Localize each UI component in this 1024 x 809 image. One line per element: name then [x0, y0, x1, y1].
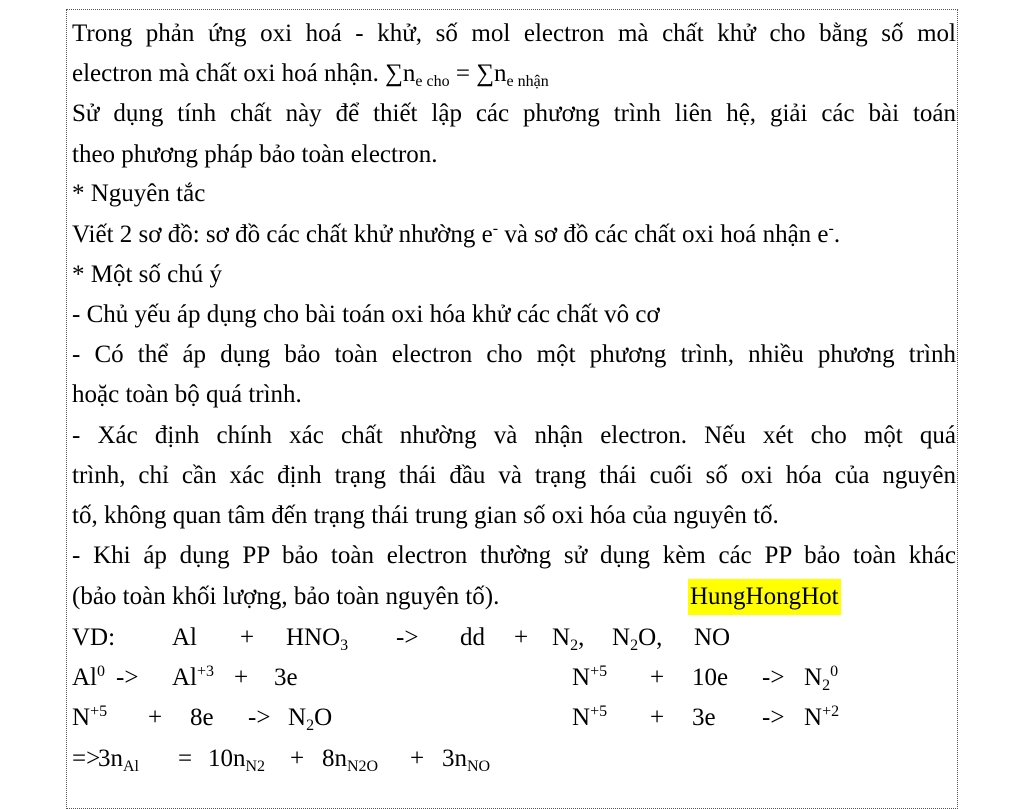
text-line-8: - Chủ yếu áp dụng cho bài toán oxi hóa khử các chất vô cơ: [72, 301, 660, 328]
formula-text: N: [612, 624, 631, 651]
equation-row-1: [72, 660, 956, 696]
subscript: N2O: [347, 758, 379, 775]
subscript: 2: [306, 717, 315, 734]
formula-text: N: [804, 664, 823, 691]
arrow: ->: [762, 664, 785, 691]
sum-symbol: ∑n: [476, 60, 507, 87]
formula-text: N: [804, 704, 823, 731]
term-n2o: [322, 741, 378, 777]
arrow: ->: [396, 624, 419, 651]
formula-no: NO: [694, 624, 731, 651]
equation-example: [72, 620, 956, 656]
plus-sign: +: [650, 664, 665, 691]
superscript: 0: [97, 663, 105, 680]
example-label: VD:: [72, 624, 116, 651]
superscript: +5: [590, 663, 608, 680]
text-line-13: tố, không quan tâm đến trạng thái trung gian số oxi hóa của nguyên tố.: [72, 502, 779, 529]
section-heading-notes: * Một số chú ý: [72, 261, 222, 288]
electrons-3e: 3e: [692, 704, 716, 731]
text-line-15-content: (bảo toàn khối lượng, bảo toàn nguyên tố).: [72, 583, 500, 610]
formula-text: N: [288, 704, 307, 731]
equation-row-2: [72, 700, 956, 736]
formula-text: N: [552, 624, 571, 651]
text-line-15: [72, 579, 956, 615]
formula-text: N: [72, 704, 91, 731]
formula-text: O: [314, 704, 333, 731]
section-heading-principle: * Nguyên tắc: [72, 180, 206, 207]
text-line-4: theo phương pháp bảo toàn electron.: [72, 141, 438, 168]
sum-symbol: ∑n: [385, 60, 416, 87]
formula-text: 3n: [442, 745, 467, 772]
formula-al: Al: [172, 624, 197, 651]
formula-text: HNO: [286, 624, 341, 651]
implies-arrow: =>: [72, 745, 101, 772]
subscript: e nhận: [506, 73, 549, 90]
subscript: 2: [822, 677, 831, 694]
superscript: +5: [590, 703, 608, 720]
subscript: 3: [340, 637, 349, 654]
formula-text: 10n: [208, 745, 246, 772]
term-no: [442, 741, 490, 777]
plus-sign: +: [290, 745, 305, 772]
subscript: 2: [630, 637, 639, 654]
formula-n2: [552, 620, 584, 656]
text-line-2: [72, 56, 956, 92]
subscript: Al: [123, 758, 139, 775]
formula-n2o: [612, 620, 662, 656]
text-line-12: trình, chỉ cần xác định trạng thái đầu và trạng thái cuối số oxi hóa của nguyên: [72, 462, 956, 489]
formula-n5: [72, 700, 107, 736]
superscript: +3: [197, 663, 215, 680]
term-n2: [208, 741, 265, 777]
text-segment: Viết 2 sơ đồ: sơ đồ các chất khử nhường e: [72, 221, 493, 248]
text-line-1: Trong phản ứng oxi hoá - khử, số mol electron mà chất khử cho bằng số mol: [72, 20, 956, 47]
arrow: ->: [762, 704, 785, 731]
formula-hno3: [286, 620, 348, 656]
text-line-11: - Xác định chính xác chất nhường và nhận electron. Nếu xét cho một quá: [72, 422, 956, 449]
formula-al0: [72, 660, 105, 696]
formula-n-plus2: [804, 700, 839, 736]
arrow: ->: [116, 664, 139, 691]
formula-text: Al: [172, 664, 197, 691]
plus-sign: +: [650, 704, 665, 731]
plus-sign: +: [240, 624, 255, 651]
superscript: 0: [830, 663, 839, 680]
text-segment: và sơ đồ các chất oxi hoá nhận e: [498, 221, 829, 248]
formula-text: N: [572, 664, 591, 691]
formula-n5: [572, 700, 607, 736]
text-line-2-content: electron mà chất oxi hoá nhận.: [72, 60, 379, 87]
electrons-10e: 10e: [692, 664, 729, 691]
equals-sign: =: [178, 745, 193, 772]
plus-sign: +: [234, 664, 249, 691]
superscript: -: [492, 220, 499, 237]
highlighted-name: HungHongHot: [688, 579, 841, 615]
text-line-6: [72, 217, 956, 253]
plus-sign: +: [514, 624, 529, 651]
text-line-14: - Khi áp dụng PP bảo toàn electron thường sử dụng kèm các PP bảo toàn khác: [72, 542, 956, 569]
subscript: e cho: [415, 73, 450, 90]
subscript: NO: [467, 758, 491, 775]
superscript: +5: [90, 703, 108, 720]
term-al: [98, 741, 139, 777]
plus-sign: +: [410, 745, 425, 772]
plus-sign: +: [148, 704, 163, 731]
formula-n5: [572, 660, 607, 696]
equation-summary: [72, 741, 956, 777]
superscript: -: [828, 220, 834, 237]
formula-text: N: [572, 704, 591, 731]
subscript: 2: [570, 637, 579, 654]
formula-n2-0: [804, 660, 838, 696]
text-line-3: Sử dụng tính chất này để thiết lập các phương trình liên hệ, giải các bài toán: [72, 100, 956, 127]
formula-al3: [172, 660, 214, 696]
formula-n2o: [288, 700, 332, 736]
text-segment: .: [833, 221, 841, 248]
comma: ,: [578, 624, 585, 651]
electrons-3e: 3e: [274, 664, 298, 691]
formula-text: 8n: [322, 745, 347, 772]
superscript: +2: [822, 703, 840, 720]
formula-text: Al: [72, 664, 97, 691]
equals: =: [449, 60, 477, 87]
formula-text: O,: [638, 624, 663, 651]
arrow: ->: [248, 704, 271, 731]
formula-text: 3n: [98, 745, 123, 772]
text-line-9: - Có thể áp dụng bảo toàn electron cho một phương trình, nhiều phương trình: [72, 341, 956, 368]
subscript: N2: [245, 758, 266, 775]
text-line-10: hoặc toàn bộ quá trình.: [72, 381, 302, 408]
electrons-8e: 8e: [190, 704, 214, 731]
formula-dd: dd: [460, 624, 485, 651]
